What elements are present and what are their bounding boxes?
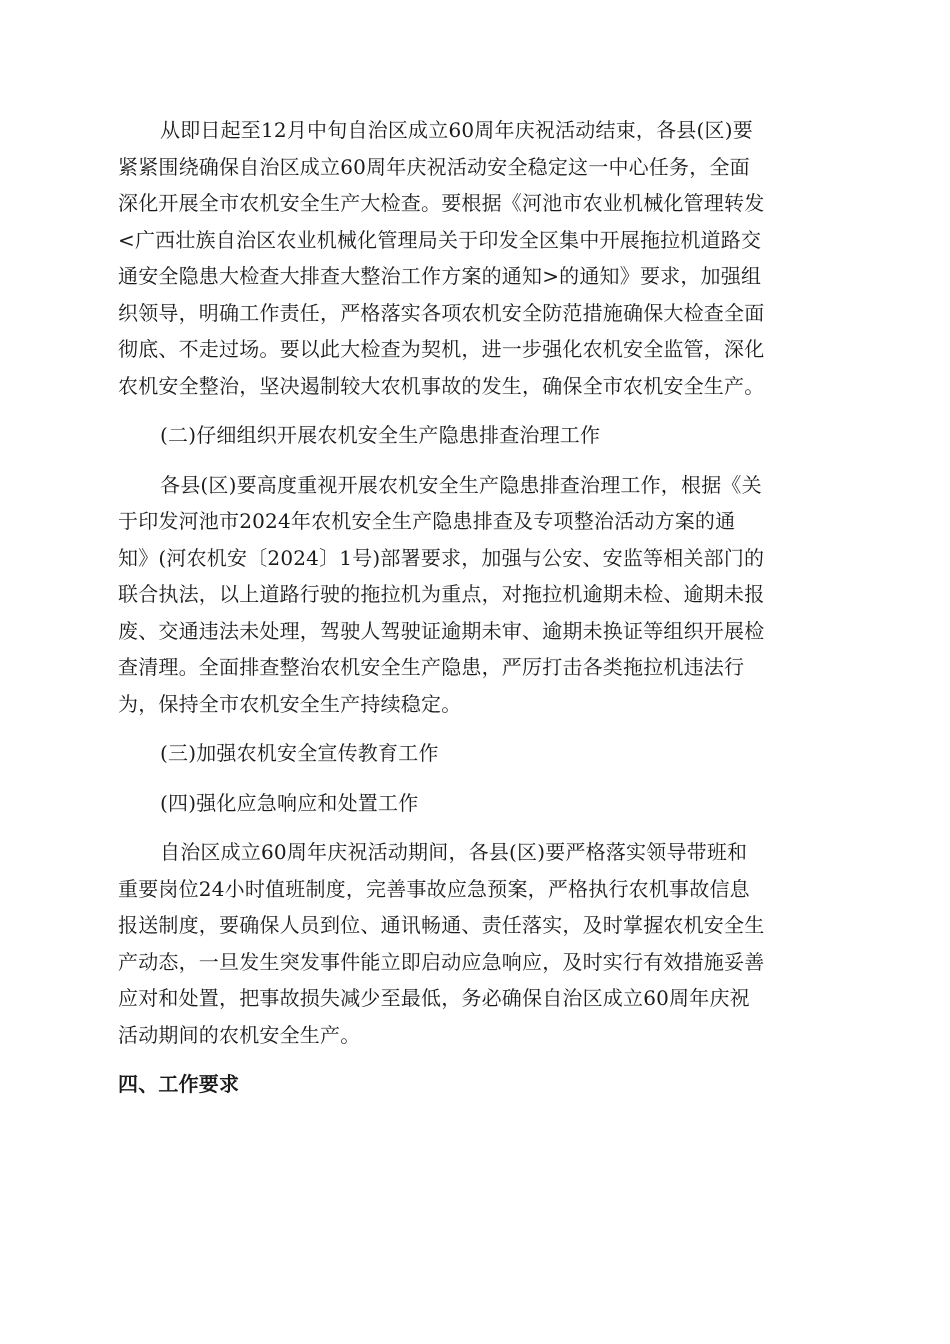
text-line: 通安全隐患大检查大排查大整治工作方案的通知>的通知》要求，加强组	[118, 264, 762, 288]
text-line: <广西壮族自治区农业机械化管理局关于印发全区集中开展拖拉机道路交	[118, 227, 762, 252]
text-line: 为，保持全市农机安全生产持续稳定。	[118, 691, 462, 716]
text-line: 于印发河池市2024年农机安全生产隐患排查及专项整治活动方案的通	[118, 509, 736, 533]
text-line: 重要岗位24小时值班制度，完善事故应急预案，严格执行农机事故信息	[118, 876, 750, 901]
text-line: 产动态，一旦发生突发事件能立即启动应急响应，及时实行有效措施妥善	[118, 949, 765, 974]
text-line: 紧紧围绕确保自治区成立60周年庆祝活动安全稳定这一中心任务，全面	[118, 154, 750, 179]
text-line: 自治区成立60周年庆祝活动期间，各县(区)要严格落实领导带班和	[160, 840, 748, 864]
text-line: 活动期间的农机安全生产。	[118, 1022, 361, 1047]
text-line: 查清理。全面排查整治农机安全生产隐患，严厉打击各类拖拉机违法行	[118, 655, 745, 679]
text-line: 织领导，明确工作责任，严格落实各项农机安全防范措施确保大检查全面	[118, 300, 765, 325]
text-line: 废、交通违法未处理，驾驶人驾驶证逾期未审、逾期未换证等组织开展检	[118, 618, 765, 643]
text-line: 从即日起至12月中旬自治区成立60周年庆祝活动结束，各县(区)要	[160, 118, 753, 142]
document-body	[118, 112, 833, 1103]
paragraph-emergency	[118, 834, 833, 1053]
text-line: 报送制度，要确保人员到位、通讯畅通、责任落实，及时掌握农机安全生	[118, 913, 765, 937]
text-line: 各县(区)要高度重视开展农机安全生产隐患排查治理工作，根据《关	[160, 472, 762, 497]
text-line: 深化开展全市农机安全生产大检查。要根据《河池市农业机械化管理转发	[118, 191, 765, 215]
text-line: 农机安全整治，坚决遏制较大农机事故的发生，确保全市农机安全生产。	[118, 373, 765, 398]
paragraph-hazard-inspection	[118, 467, 833, 723]
subheading-emergency: (四)强化应急响应和处置工作	[160, 790, 419, 815]
paragraph-inspection	[118, 112, 833, 404]
section-heading-requirements: 四、工作要求	[118, 1072, 240, 1096]
text-line: 彻底、不走过场。要以此大检查为契机，进一步强化农机安全监管，深化	[118, 337, 765, 361]
text-line: 应对和处置，把事故损失减少至最低，务必确保自治区成立60周年庆祝	[118, 986, 750, 1010]
text-line: 知》(河农机安〔2024〕1号)部署要求，加强与公安、安监等相关部门的	[118, 545, 765, 570]
subheading-education: (三)加强农机安全宣传教育工作	[160, 741, 439, 765]
subheading-hazard-inspection: (二)仔细组织开展农机安全生产隐患排查治理工作	[160, 423, 601, 447]
text-line: 联合执法，以上道路行驶的拖拉机为重点，对拖拉机逾期未检、逾期未报	[118, 582, 765, 606]
